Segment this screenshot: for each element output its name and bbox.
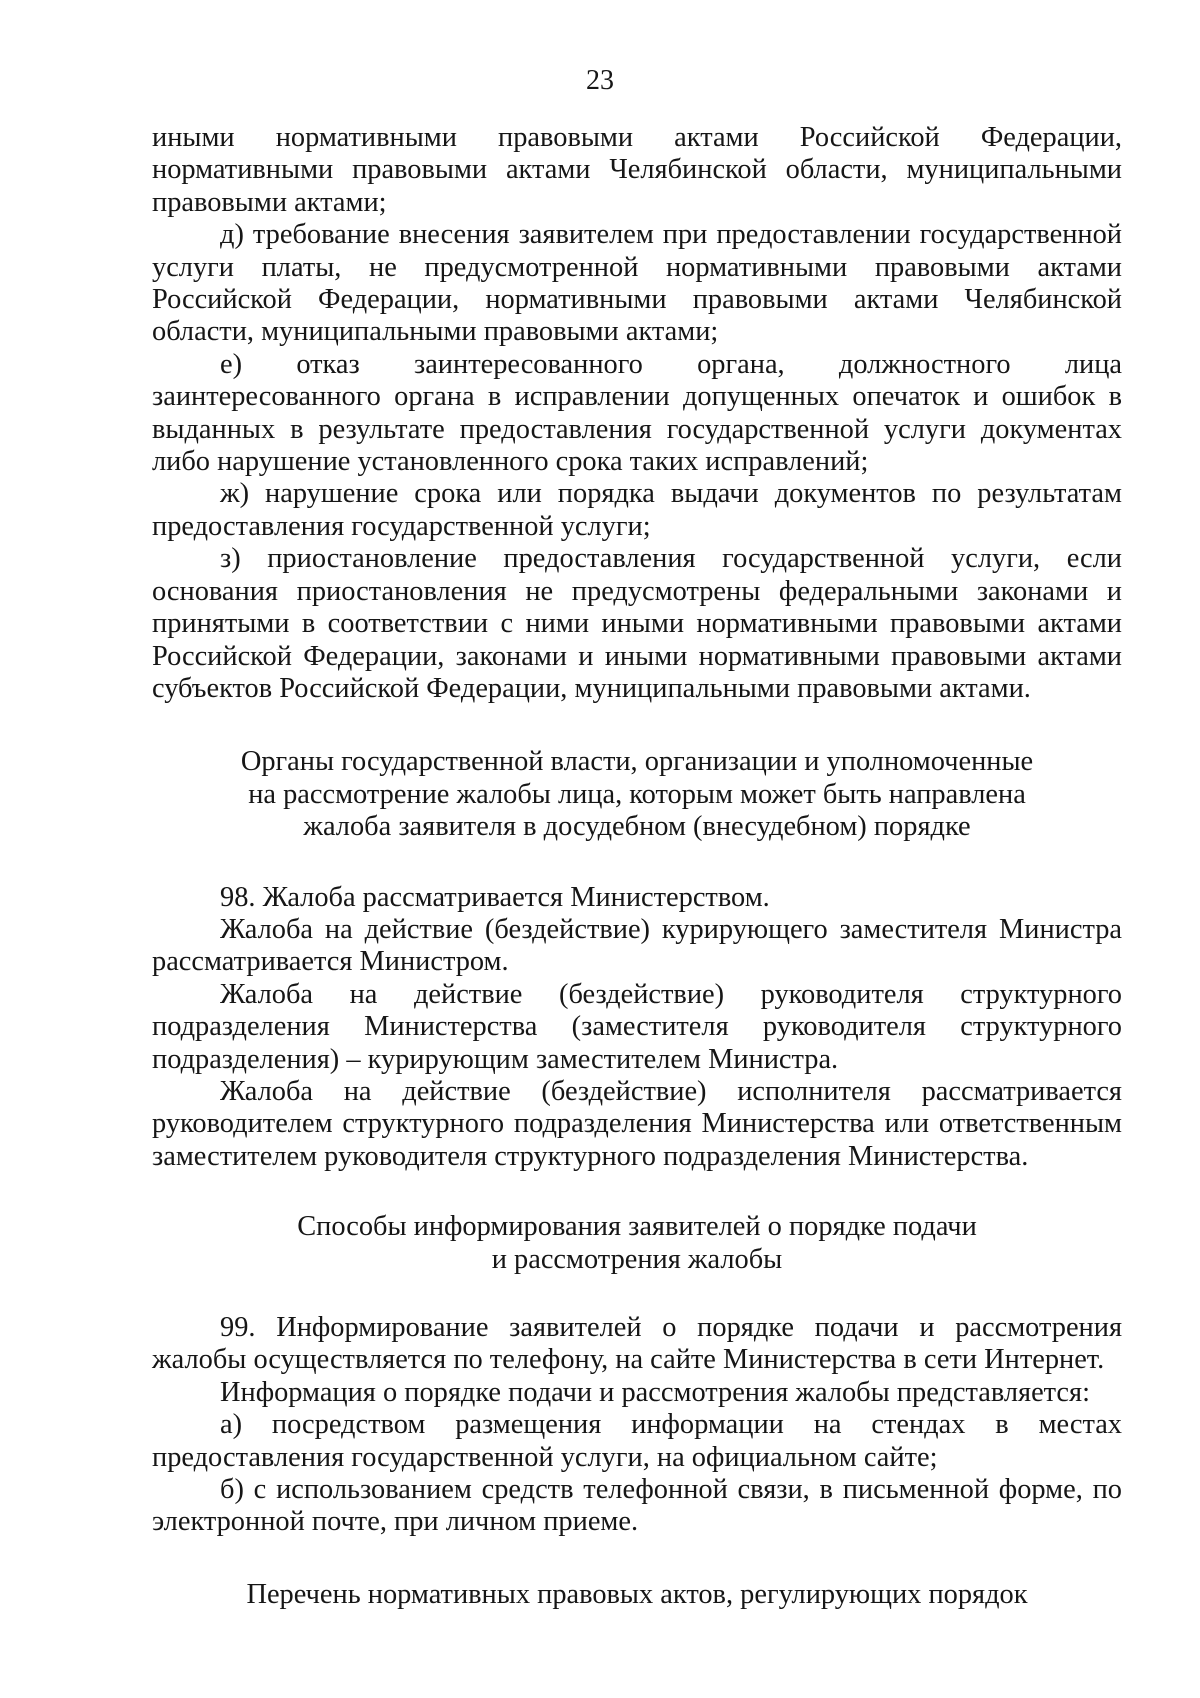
heading-line: Перечень нормативных правовых актов, регулирующих порядок	[246, 1578, 1028, 1610]
paragraph-99-info: Информация о порядке подачи и рассмотрения жалобы представляется:	[220, 1376, 1090, 1408]
heading-line: Органы государственной власти, организации и уполномоченные	[240, 746, 1034, 778]
paragraph-continuation: иными нормативными правовыми актами Российской Федерации, нормативными правовыми актами Челябинской области, муниципальными правовыми актами;	[152, 122, 1122, 218]
spacer	[152, 1539, 1122, 1579]
heading-line: Способы информирования заявителей о порядке подачи	[297, 1211, 977, 1243]
section-heading-informing-methods	[152, 1211, 1122, 1276]
paragraph-item-d: д) требование внесения заявителем при предоставлении государственной услуги платы, не предусмотренной нормативными правовыми актами Российской Федерации, нормативными правовыми актами Челябинской области, муниципальными правовыми актами;	[152, 219, 1122, 348]
paragraph-item-e: е) отказ заинтересованного органа, должностного лица заинтересованного органа в исправлении допущенных опечаток и ошибок в выданных в результате предоставления государственной услуги документах либо нарушение установленного срока таких исправлений;	[152, 348, 1122, 478]
heading-line: жалоба заявителя в досудебном (внесудебном) порядке	[303, 811, 971, 843]
spacer	[152, 1276, 1122, 1312]
spacer	[152, 1173, 1122, 1211]
paragraph-98-deputy-minister: Жалоба на действие (бездействие) курирующего заместителя Министра рассматривается Министром.	[152, 913, 1122, 978]
paragraph-99: 99. Информирование заявителей о порядке подачи и рассмотрения жалобы осуществляется по телефону, на сайте Министерства в сети Интернет.	[152, 1312, 1122, 1376]
paragraph-98-executor: Жалоба на действие (бездействие) исполнителя рассматривается руководителем структурного подразделения Министерства или ответственным заместителем руководителя структурного подразделения Министерства.	[152, 1075, 1122, 1172]
section-heading-complaint-bodies	[152, 746, 1122, 843]
paragraph-99-item-b: б) с использованием средств телефонной связи, в письменной форме, по электронной почте, при личном приеме.	[152, 1474, 1122, 1538]
document-body	[152, 122, 1122, 1611]
paragraph-item-z: з) приостановление предоставления государственной услуги, если основания приостановления не предусмотрены федеральными законами и принятыми в соответствии с ними иными нормативными правовыми актами Российской Федерации, законами и иными нормативными правовыми актами субъектов Российской Федерации, муниципальными правовыми актами.	[152, 543, 1122, 704]
spacer	[152, 705, 1122, 746]
paragraph-98: 98. Жалоба рассматривается Министерством.	[220, 881, 770, 913]
paragraph-99-item-a: а) посредством размещения информации на стендах в местах предоставления государственной услуги, на официальном сайте;	[152, 1409, 1122, 1473]
heading-line: на рассмотрение жалобы лица, которым может быть направлена	[248, 778, 1026, 810]
section-heading-legal-acts	[152, 1579, 1122, 1611]
page-number: 23	[586, 65, 614, 96]
paragraph-98-division-head: Жалоба на действие (бездействие) руководителя структурного подразделения Министерства (заместителя руководителя структурного подразделения) – курирующим заместителем Министра.	[152, 978, 1122, 1075]
spacer	[152, 844, 1122, 882]
paragraph-item-zh: ж) нарушение срока или порядка выдачи документов по результатам предоставления государственной услуги;	[152, 478, 1122, 542]
heading-line: и рассмотрения жалобы	[491, 1243, 783, 1275]
